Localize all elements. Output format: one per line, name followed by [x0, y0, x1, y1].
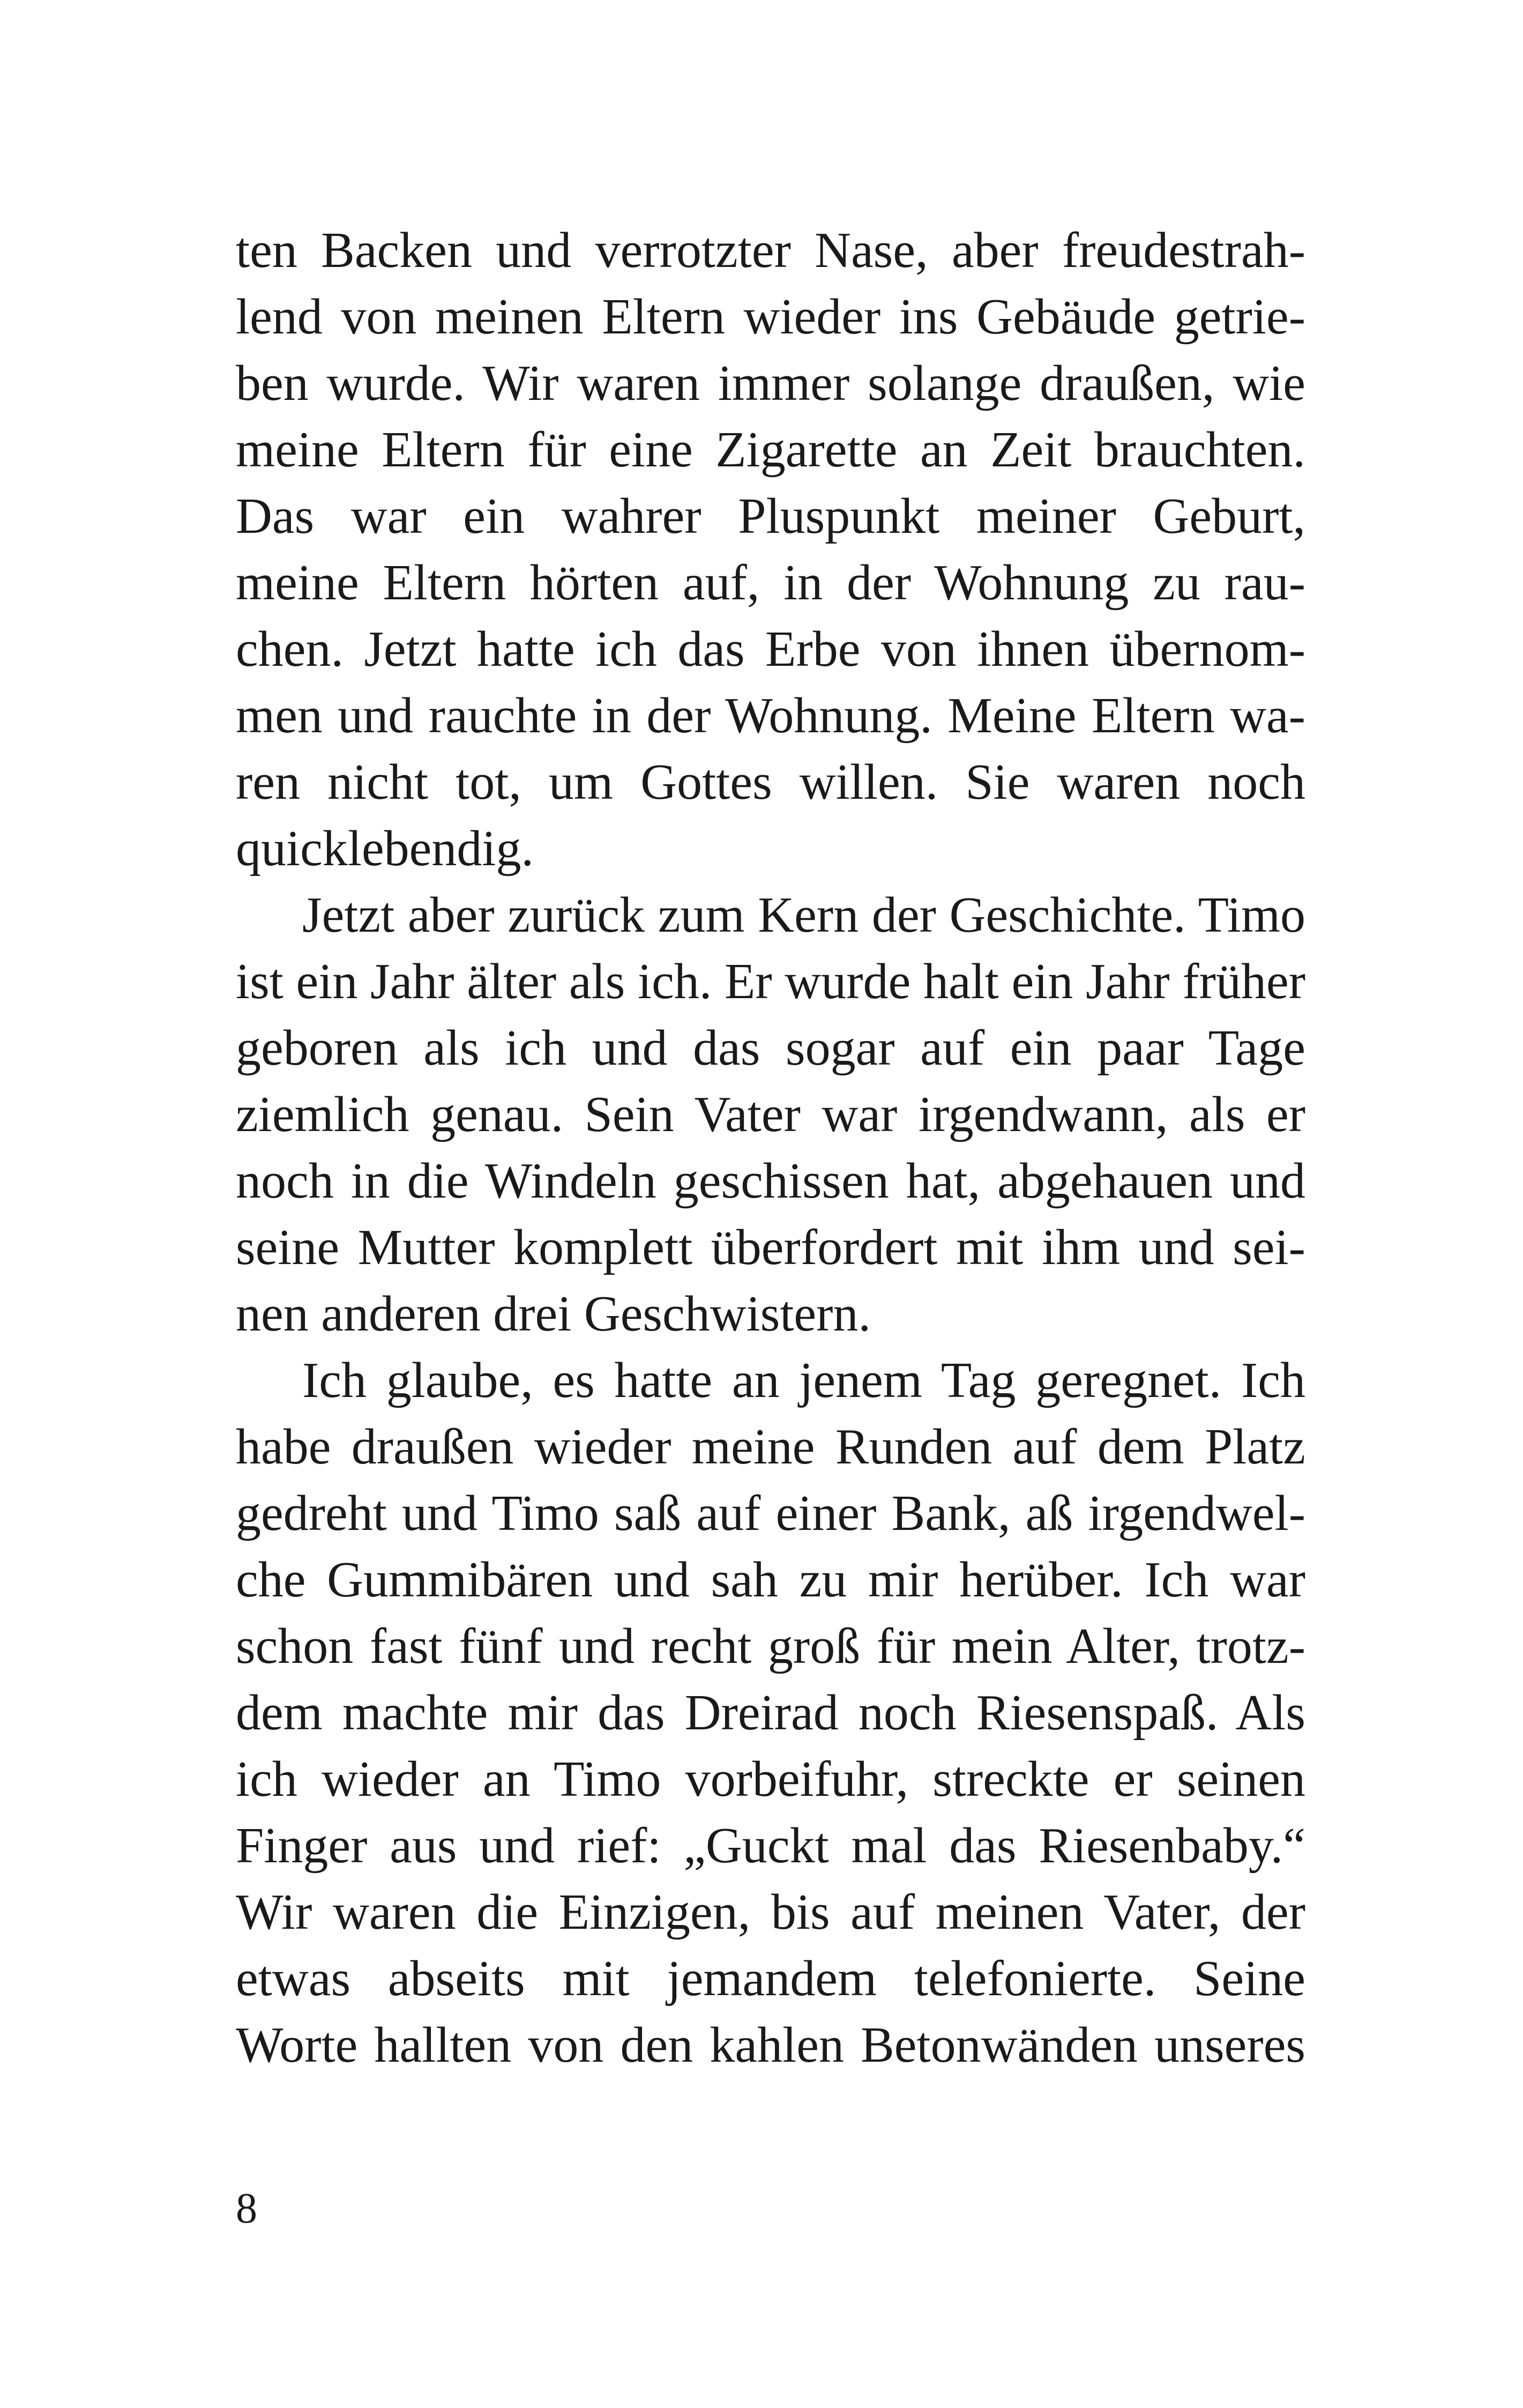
text-line: meine Eltern für eine Zigarette an Zeit brauchten. — [236, 422, 1305, 478]
text-line: quicklebendig. — [236, 821, 534, 876]
text-line: noch in die Windeln geschissen hat, abgehauen und — [236, 1153, 1305, 1209]
text-line: Wir waren die Einzigen, bis auf meinen Vater, der — [236, 1884, 1305, 1940]
text-line: ich wieder an Timo vorbeifuhr, streckte er seinen — [236, 1751, 1305, 1807]
text-line: Das war ein wahrer Pluspunkt meiner Geburt, — [236, 488, 1305, 544]
text-line: dem machte mir das Dreirad noch Riesenspaß. Als — [236, 1685, 1305, 1741]
text-line: ziemlich genau. Sein Vater war irgendwann, als er — [236, 1087, 1305, 1142]
text-line: ren nicht tot, um Gottes willen. Sie waren noch — [236, 754, 1305, 810]
text-line: nen anderen drei Geschwistern. — [236, 1286, 871, 1342]
text-line: ben wurde. Wir waren immer solange draußen, wie — [236, 355, 1305, 411]
text-line: Finger aus und rief: „Guckt mal das Riesenbaby.“ — [236, 1818, 1305, 1874]
text-line: lend von meinen Eltern wieder ins Gebäude getrie- — [236, 289, 1305, 345]
text-line: meine Eltern hörten auf, in der Wohnung zu rau- — [236, 555, 1305, 611]
text-line: habe draußen wieder meine Runden auf dem Platz — [236, 1419, 1305, 1475]
text-line: schon fast fünf und recht groß für mein Alter, trotz- — [236, 1618, 1305, 1674]
text-line: men und rauchte in der Wohnung. Meine Eltern wa- — [236, 688, 1305, 744]
text-line: chen. Jetzt hatte ich das Erbe von ihnen übernom- — [236, 621, 1305, 677]
text-line: ten Backen und verrotzter Nase, aber freudestrah- — [236, 222, 1305, 278]
page-number: 8 — [236, 2185, 257, 2232]
text-line: Jetzt aber zurück zum Kern der Geschichte. Timo — [302, 887, 1305, 943]
text-line: gedreht und Timo saß auf einer Bank, aß irgendwel- — [236, 1485, 1305, 1541]
text-line: Ich glaube, es hatte an jenem Tag geregnet. Ich — [302, 1352, 1305, 1408]
text-line: che Gummibären und sah zu mir herüber. Ich war — [236, 1552, 1305, 1608]
text-line: seine Mutter komplett überfordert mit ihm und sei- — [236, 1220, 1305, 1275]
text-line: ist ein Jahr älter als ich. Er wurde halt ein Jahr früher — [236, 954, 1305, 1009]
text-line: geboren als ich und das sogar auf ein paar Tage — [236, 1020, 1305, 1076]
body-text — [236, 217, 1305, 2078]
text-line: Worte hallten von den kahlen Betonwänden unseres — [236, 2017, 1305, 2073]
text-line: etwas abseits mit jemandem telefonierte. Seine — [236, 1951, 1305, 2006]
